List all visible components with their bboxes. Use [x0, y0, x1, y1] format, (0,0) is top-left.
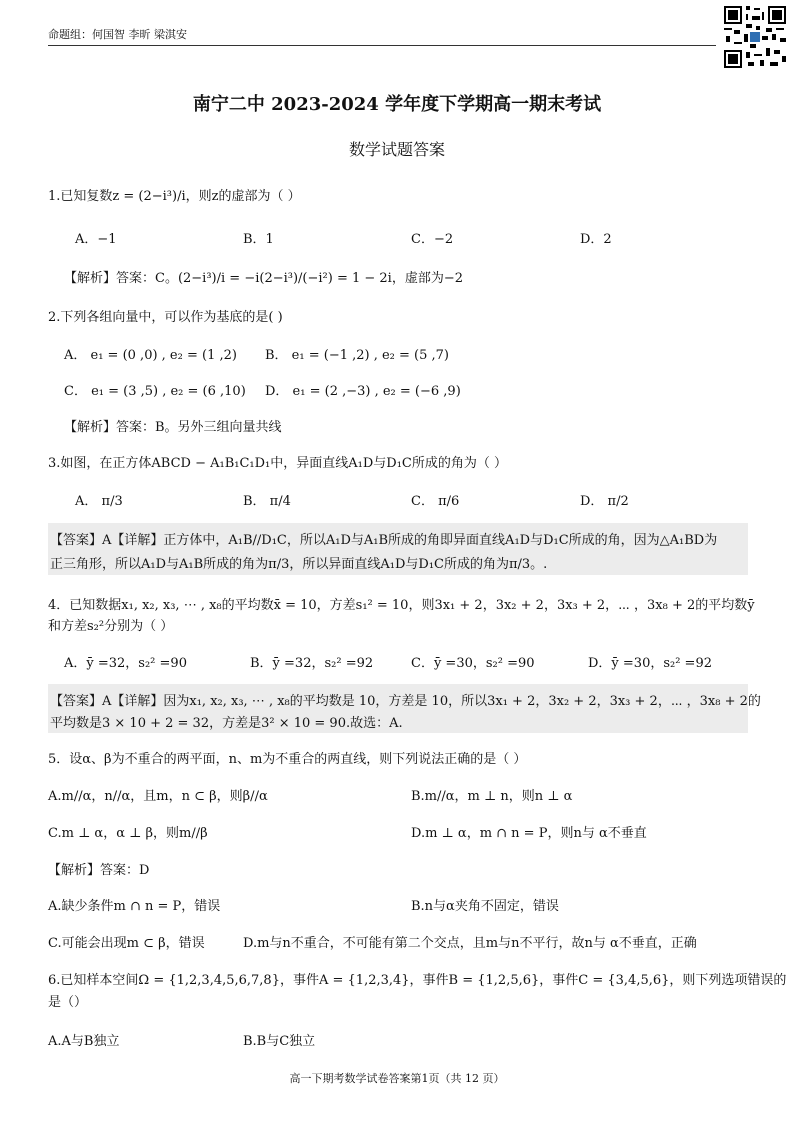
- text-line: D.m ⊥ α，m ∩ n = P，则n与 α不垂直: [411, 826, 647, 841]
- text-line: 是（）: [48, 995, 88, 1010]
- text-line: A． e₁ = (0 ,0) , e₂ = (1 ,2): [64, 348, 237, 363]
- header-authors: 命题组：何国智 李昕 梁淇安: [48, 28, 187, 41]
- text-line: A． π/3: [75, 494, 123, 509]
- text-line: B． π/4: [243, 494, 291, 509]
- page-subtitle: 数学试题答案: [348, 140, 445, 159]
- text-line: C． π/6: [411, 494, 460, 509]
- text-line: D．ȳ =30，s₂² =92: [588, 656, 712, 671]
- text-line: 5．设α、β为不重合的两平面，n、m为不重合的两直线，则下列说法正确的是（ ）: [48, 752, 527, 767]
- text-line: D.m与n不重合，不可能有第二个交点，且m与n不平行，故n与 α不垂直，正确: [243, 936, 697, 951]
- text-line: 【解析】答案：C。(2−i³)/i = −i(2−i³)/(−i²) = 1 − 2i，虚部为−2: [64, 271, 464, 286]
- text-line: 4．已知数据x₁, x₂, x₃, ⋯ , x₈的平均数x̄ = 10，方差s₁² = 10，则3x₁ + 2，3x₂ + 2，3x₃ + 2，⋯ ，3x₈ + 2的平均数ȳ: [48, 598, 755, 613]
- text-line: C.可能会出现m ⊂ β，错误: [48, 936, 205, 951]
- text-line: D． π/2: [580, 494, 629, 509]
- text-line: D． e₁ = (2 ,−3) , e₂ = (−6 ,9): [265, 384, 461, 399]
- text-line: C.m ⊥ α，α ⊥ β，则m//β: [48, 826, 208, 841]
- text-line: B．1: [243, 232, 274, 247]
- text-line: C． e₁ = (3 ,5) , e₂ = (6 ,10): [64, 384, 246, 399]
- qr-code-icon: [722, 4, 788, 70]
- text-line: A．−1: [75, 232, 117, 247]
- text-line: B.m//α，m ⊥ n，则n ⊥ α: [411, 789, 573, 804]
- text-line: 正三角形，所以A₁D与A₁B所成的角为π/3，所以异面直线A₁D与D₁C所成的角为π/3。.: [50, 557, 548, 572]
- page-footer: 高一下期考数学试卷答案第1页（共 12 页）: [289, 1072, 505, 1085]
- text-line: C．ȳ =30，s₂² =90: [411, 656, 535, 671]
- page-title: 南宁二中 2023-2024 学年度下学期高一期末考试: [192, 94, 602, 115]
- text-line: B． e₁ = (−1 ,2) , e₂ = (5 ,7): [265, 348, 449, 363]
- text-line: 2.下列各组向量中，可以作为基底的是( ): [48, 310, 283, 325]
- text-line: 【解析】答案：B。另外三组向量共线: [64, 420, 282, 435]
- text-line: C．−2: [411, 232, 454, 247]
- text-line: 3.如图，在正方体ABCD − A₁B₁C₁D₁中，异面直线A₁D与D₁C所成的角为（ ）: [48, 456, 508, 471]
- header-divider: [48, 45, 716, 46]
- text-line: 平均数是3 × 10 + 2 = 32，方差是3² × 10 = 90.故选：A.: [50, 716, 403, 731]
- text-line: 【答案】A【详解】正方体中，A₁B//D₁C，所以A₁D与A₁B所成的角即异面直线A₁D与D₁C所成的角，因为△A₁BD为: [50, 533, 718, 548]
- text-line: A.缺少条件m ∩ n = P，错误: [48, 899, 221, 914]
- text-line: A.m//α，n//α，且m，n ⊂ β，则β//α: [48, 789, 268, 804]
- text-line: 6.已知样本空间Ω = {1,2,3,4,5,6,7,8}，事件A = {1,2,3,4}，事件B = {1,2,5,6}，事件C = {3,4,5,6}，则下列选项错误的: [48, 973, 787, 988]
- text-line: B.B与C独立: [243, 1034, 316, 1049]
- text-line: 1.已知复数z = (2−i³)/i，则z的虚部为（ ）: [48, 189, 301, 204]
- text-line: A．ȳ =32，s₂² =90: [64, 656, 187, 671]
- text-line: D．2: [580, 232, 612, 247]
- text-line: A.A与B独立: [48, 1034, 120, 1049]
- text-line: B．ȳ =32，s₂² =92: [250, 656, 374, 671]
- text-line: 和方差s₂²分别为（ ）: [48, 619, 174, 634]
- text-line: 【解析】答案：D: [48, 863, 150, 878]
- text-line: B.n与α夹角不固定，错误: [411, 899, 559, 914]
- text-line: 【答案】A【详解】因为x₁, x₂, x₃, ⋯ , x₈的平均数是 10，方差是 10，所以3x₁ + 2，3x₂ + 2，3x₃ + 2，⋯ ，3x₈ + 2的: [50, 694, 761, 709]
